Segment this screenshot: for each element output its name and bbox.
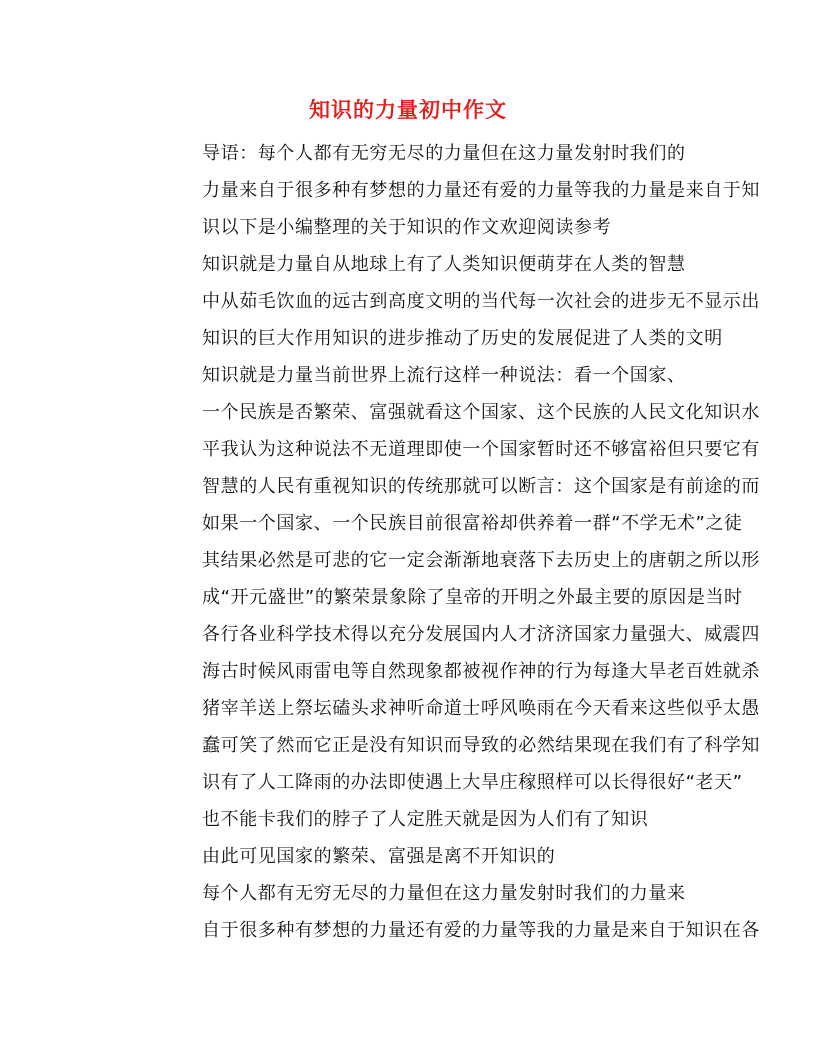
- text-line: 识有了人工降雨的办法即使遇上大旱庄稼照样可以长得很好“老天”: [202, 772, 743, 793]
- paragraph-intro: [122, 135, 760, 246]
- text-line: 智慧的人民有重视知识的传统那就可以断言：这个国家是有前途的而: [202, 476, 760, 497]
- text-line: 海古时候风雨雷电等自然现象都被视作神的行为每逢大旱老百姓就杀: [202, 661, 760, 682]
- text-line: 导语：每个人都有无穷无尽的力量但在这力量发射时我们的: [202, 143, 686, 164]
- paragraph-closing: [122, 875, 760, 949]
- text-line: 一个民族是否繁荣、富强就看这个国家、这个民族的人民文化知识水: [202, 402, 760, 423]
- text-line: 中从茹毛饮血的远古到高度文明的当代每一次社会的进步无不显示出: [202, 291, 760, 312]
- text-line: 如果一个国家、一个民族目前很富裕却供养着一群“不学无术”之徒: [202, 513, 743, 534]
- text-line: 平我认为这种说法不无道理即使一个国家暂时还不够富裕但只要它有: [202, 439, 760, 460]
- text-line: 每个人都有无穷无尽的力量但在这力量发射时我们的力量来: [202, 883, 686, 904]
- text-line: 识以下是小编整理的关于知识的作文欢迎阅读参考: [202, 217, 612, 238]
- text-line: 也不能卡我们的脖子了人定胜天就是因为人们有了知识: [202, 809, 649, 830]
- text-line: 知识就是力量当前世界上流行这样一种说法：看一个国家、: [202, 365, 686, 386]
- text-line: 蠢可笑了然而它正是没有知识而导致的必然结果现在我们有了科学知: [202, 735, 760, 756]
- paragraph-knowledge-is-power: [122, 246, 760, 357]
- text-line: 各行各业科学技术得以充分发展国内人才济济国家力量强大、威震四: [202, 624, 760, 645]
- text-line: 自于很多种有梦想的力量还有爱的力量等我的力量是来自于知识在各: [202, 920, 760, 941]
- text-line: 知识就是力量自从地球上有了人类知识便萌芽在人类的智慧: [202, 254, 686, 275]
- text-line: 猪宰羊送上祭坛磕头求神听命道士呼风唤雨在今天看来这些似乎太愚: [202, 698, 760, 719]
- paragraph-nation-prosperity: [122, 357, 760, 838]
- text-line: 知识的巨大作用知识的进步推动了历史的发展促进了人类的文明: [202, 328, 723, 349]
- document-title: 知识的力量初中作文: [309, 97, 507, 122]
- text-line: 成“开元盛世”的繁荣景象除了皇帝的开明之外最主要的原因是当时: [202, 587, 743, 608]
- paragraph-conclusion: [122, 838, 682, 875]
- text-line: 其结果必然是可悲的它一定会渐渐地衰落下去历史上的唐朝之所以形: [202, 550, 760, 571]
- text-line: 力量来自于很多种有梦想的力量还有爱的力量等我的力量是来自于知: [202, 180, 760, 201]
- text-line: 由此可见国家的繁荣、富强是离不开知识的: [202, 846, 556, 867]
